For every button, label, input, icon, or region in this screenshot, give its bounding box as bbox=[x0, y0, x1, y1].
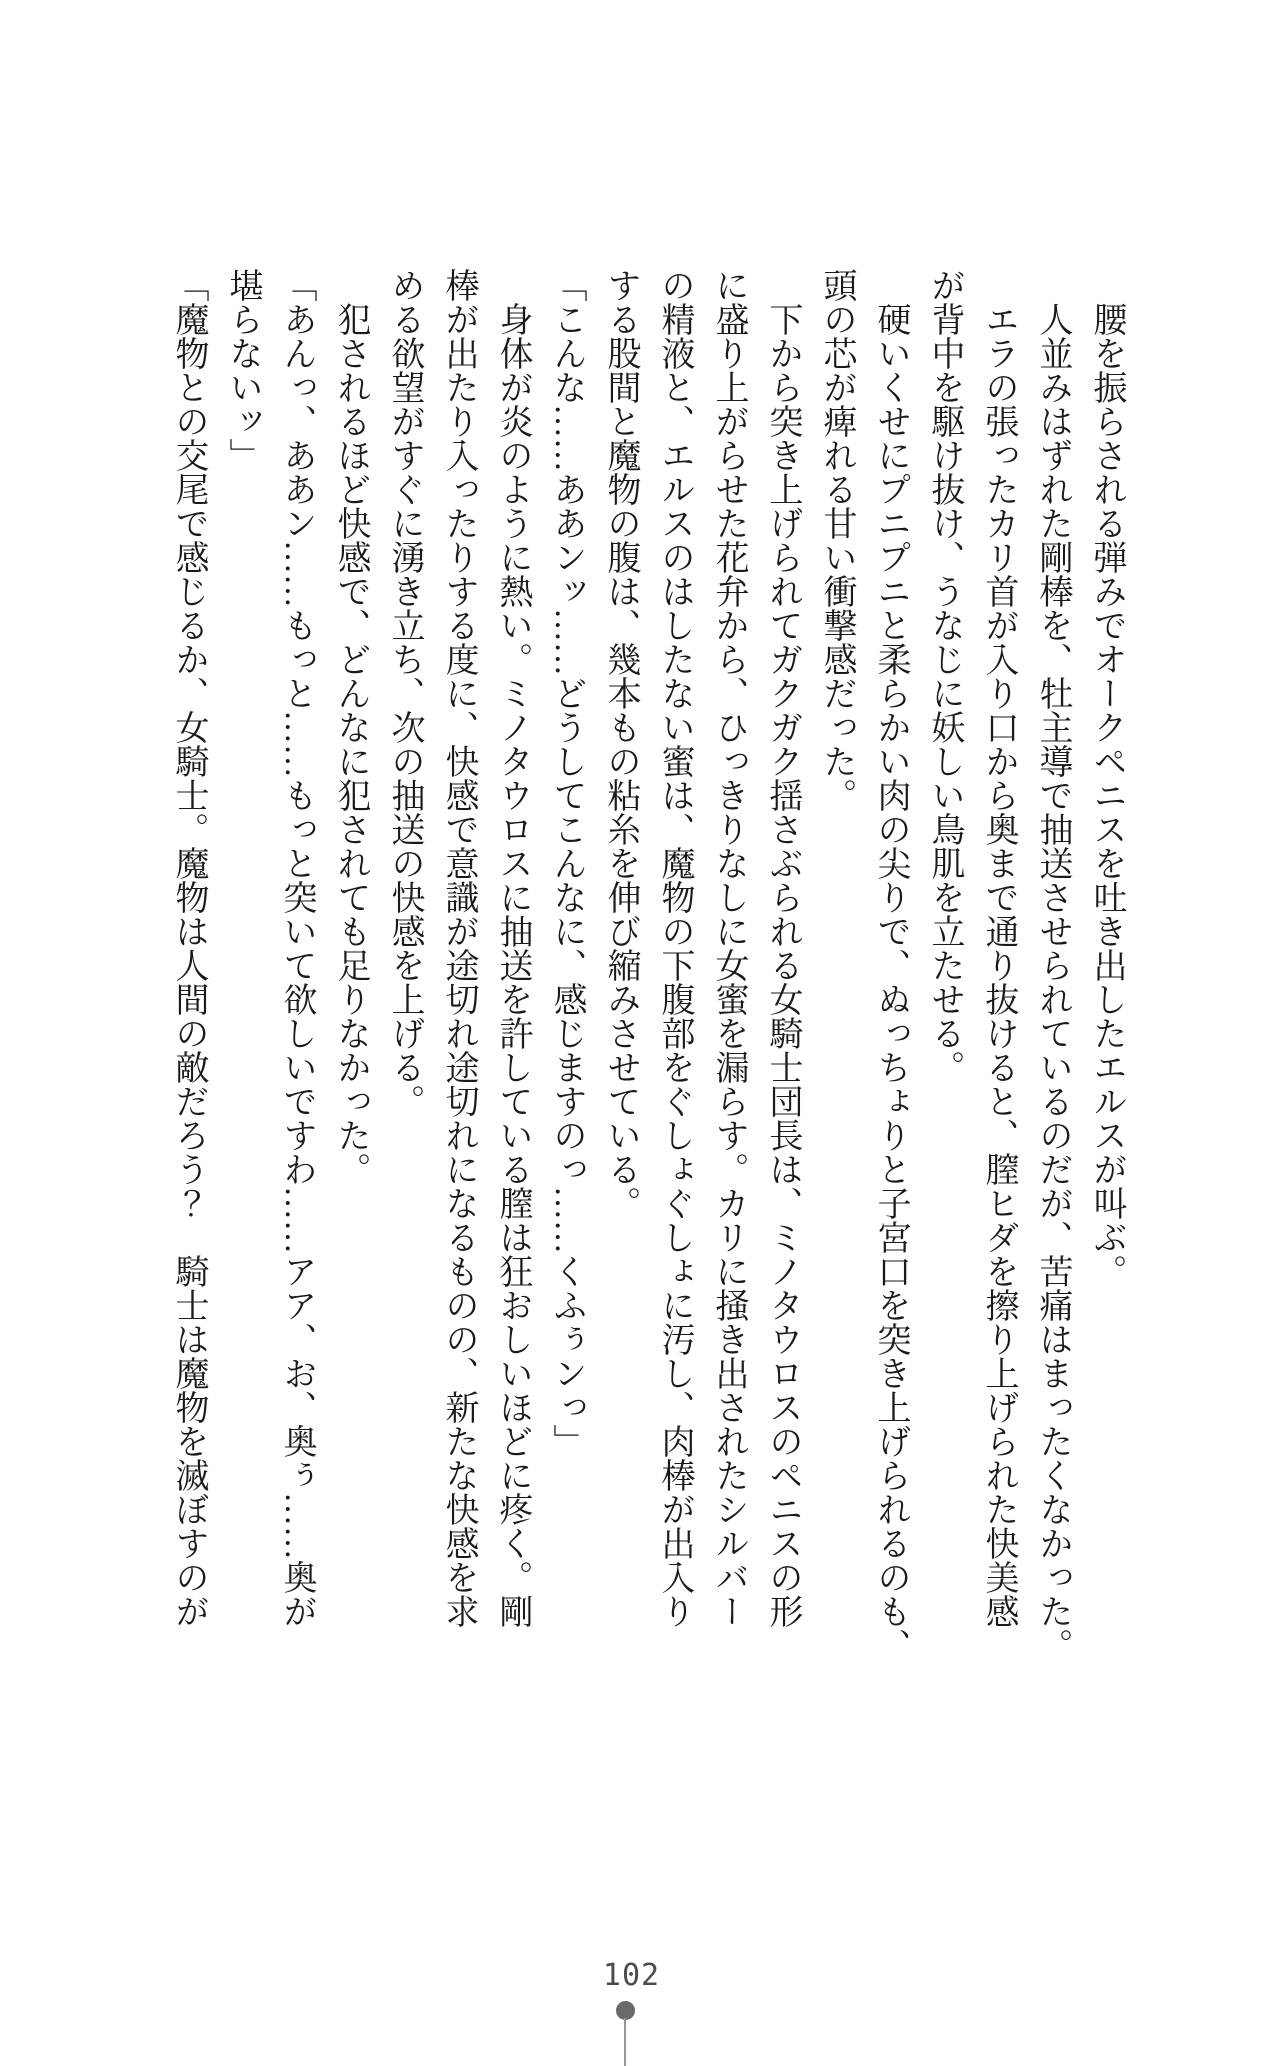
text-column-line: 頭の芯が痺れる甘い衝撃感だった。 bbox=[818, 268, 855, 812]
page-number: 102 bbox=[602, 1958, 661, 1993]
text-column-line: 犯されるほど快感で、どんなに犯されても足りなかった。 bbox=[332, 268, 369, 1186]
footer bbox=[0, 1958, 1263, 1994]
text-column-line: に盛り上がらせた花弁から、ひっきりなしに女蜜を漏らす。カリに掻き出されたシルバー bbox=[710, 268, 747, 1628]
text-column-line: 下から突き上げられてガクガク揺さぶられる女騎士団長は、ミノタウロスのペニスの形 bbox=[764, 268, 801, 1628]
text-column-line: が背中を駆け抜け、うなじに妖しい鳥肌を立たせる。 bbox=[926, 268, 963, 1084]
text-column-line: する股間と魔物の腹は、幾本もの粘糸を伸び縮みさせている。 bbox=[602, 268, 639, 1220]
text-column-line: 「あんっ、ああン……もっと……もっと突いて欲しいですわ……アア、お、奥ぅ……奥が bbox=[278, 268, 315, 1628]
text-column-line: の精液と、エルスのはしたない蜜は、魔物の下腹部をぐしょぐしょに汚し、肉棒が出入り bbox=[656, 268, 693, 1628]
text-column-line: 硬いくせにプニプニと柔らかい肉の尖りで、ぬっちょりと子宮口を突き上げられるのも、 bbox=[872, 268, 909, 1662]
text-column-line: 人並みはずれた剛棒を、牡主導で抽送させられているのだが、苦痛はまったくなかった。 bbox=[1034, 268, 1071, 1662]
footer-stem-ornament bbox=[624, 2018, 626, 2066]
body-text bbox=[161, 268, 1133, 1738]
text-column-line: 堪らないッ」 bbox=[224, 268, 261, 472]
text-column-line: 棒が出たり入ったりする度に、快感で意識が途切れ途切れになるものの、新たな快感を求 bbox=[440, 268, 477, 1628]
text-column-line: 身体が炎のように熱い。ミノタウロスに抽送を許している膣は狂おしいほどに疼く。剛 bbox=[494, 268, 531, 1628]
text-column-line: 腰を振らされる弾みでオークペニスを吐き出したエルスが叫ぶ。 bbox=[1088, 268, 1125, 1288]
text-column-line: める欲望がすぐに湧き立ち、次の抽送の快感を上げる。 bbox=[386, 268, 423, 1118]
text-column-line: 「魔物との交尾で感じるか、女騎士。魔物は人間の敵だろう？ 騎士は魔物を滅ぼすのが bbox=[170, 268, 207, 1628]
text-column-line: エラの張ったカリ首が入り口から奥まで通り抜けると、膣ヒダを擦り上げられた快美感 bbox=[980, 268, 1017, 1628]
text-column-line: 「こんな……ああンッ……どうしてこんなに、感じますのっ……くふぅンっ」 bbox=[548, 268, 585, 1458]
